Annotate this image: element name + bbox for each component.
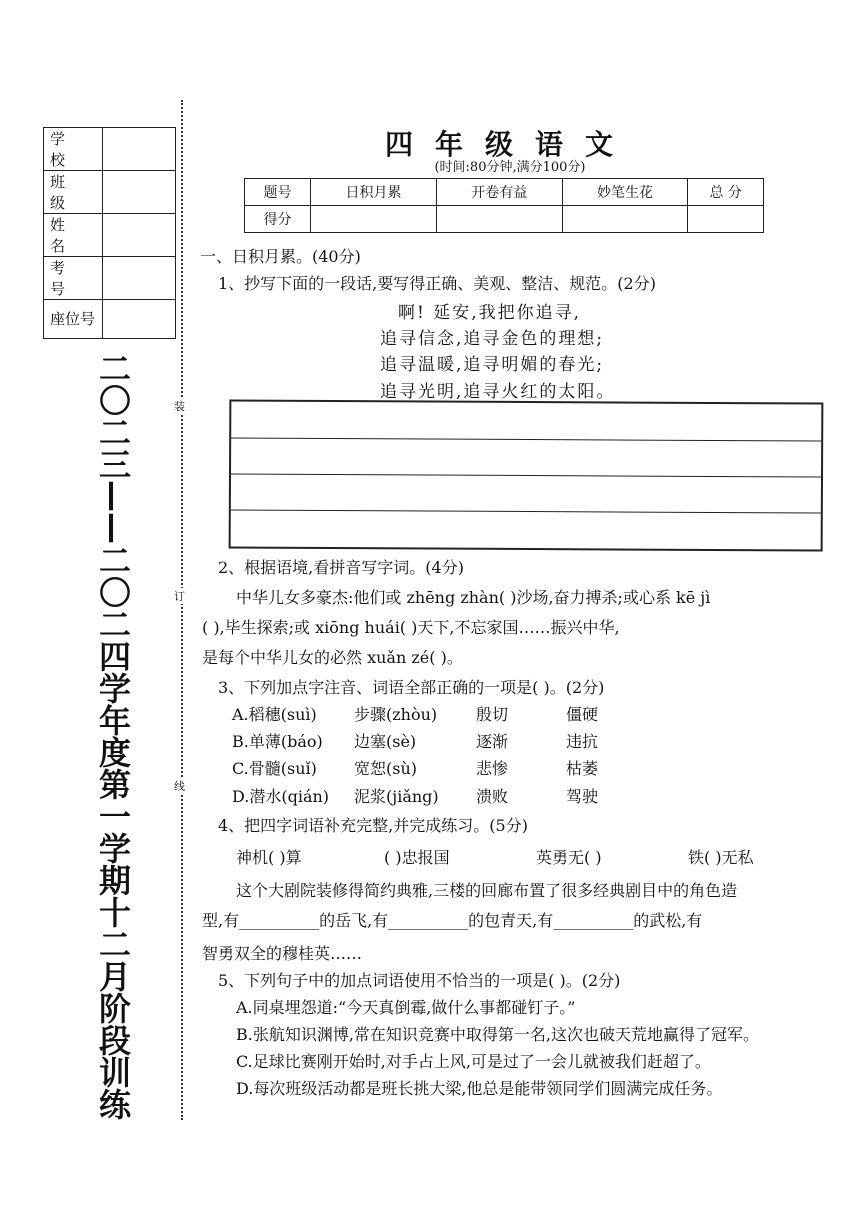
field-school-input[interactable] xyxy=(103,128,176,171)
score-header-item: 总 分 xyxy=(688,179,764,206)
option-word: D.潜水(qián) xyxy=(232,787,330,806)
section-heading: 一、日积月累。(40分) xyxy=(200,247,361,266)
option-word: 泥浆(jiǎng) xyxy=(354,787,439,806)
copy-writing-area[interactable] xyxy=(229,399,824,551)
field-exam-number-input[interactable] xyxy=(103,257,176,300)
question-5-prompt: 5、下列句子中的加点词语使用不恰当的一项是( )。(2分) xyxy=(218,971,621,990)
score-cell[interactable] xyxy=(436,206,562,233)
score-cell[interactable] xyxy=(688,206,764,233)
question-2-line: 是每个中华儿女的必然 xuǎn zé( )。 xyxy=(202,648,463,667)
page-title: 四年级语文 xyxy=(384,128,635,161)
score-row-label: 得分 xyxy=(245,206,311,233)
idiom-blank[interactable]: 铁( )无私 xyxy=(688,848,754,867)
field-class-label: 班 级 xyxy=(44,171,103,214)
question-5-option-c: C.足球比赛刚开始时,对手占上风,可是过了一会儿就被我们赶超了。 xyxy=(236,1052,711,1071)
question-3-option-c xyxy=(232,756,598,779)
field-exam-number-label: 考 号 xyxy=(44,257,103,300)
score-header-item: 日积月累 xyxy=(311,179,437,206)
option-word: B.单薄(báo) xyxy=(232,732,323,751)
question-5-option-b: B.张航知识渊博,常在知识竞赛中取得第一名,这次也破天荒地赢得了冠军。 xyxy=(236,1025,760,1044)
idiom-blank[interactable]: 神机( )算 xyxy=(236,848,302,867)
vertical-exam-title: 二〇二三——二〇二四学年度第一学期十二月阶段训练 xyxy=(94,352,132,1120)
option-word: 悲惨 xyxy=(476,759,509,778)
score-header-item: 题号 xyxy=(245,179,311,206)
option-word: 违抗 xyxy=(566,732,599,751)
poem-line: 追寻信念,追寻金色的理想; xyxy=(380,329,605,349)
poem-line: 追寻光明,追寻火红的太阳。 xyxy=(380,382,616,402)
field-seat-input[interactable] xyxy=(103,300,176,339)
question-3-prompt: 3、下列加点字注音、词语全部正确的一项是( )。(2分) xyxy=(218,678,605,697)
question-1-prompt: 1、抄写下面的一段话,要写得正确、美观、整洁、规范。(2分) xyxy=(218,274,656,293)
score-cell[interactable] xyxy=(311,206,437,233)
option-word: 逐渐 xyxy=(476,732,509,751)
score-header-item: 开卷有益 xyxy=(436,179,562,206)
writing-rule xyxy=(231,437,821,441)
question-4-prompt: 4、把四字词语补充完整,并完成练习。(5分) xyxy=(218,816,528,835)
cut-mark-ding: 订 xyxy=(174,590,185,603)
question-4-paragraph: 型,有__________的岳飞,有__________的包青天,有__________的武松,有 xyxy=(202,911,703,930)
option-word: A.稻穗(suì) xyxy=(232,705,317,724)
option-word: 步骤(zhòu) xyxy=(354,705,438,724)
score-table xyxy=(244,178,764,233)
option-word: 溃败 xyxy=(476,787,509,806)
cut-mark-xian: 线 xyxy=(174,780,185,793)
field-school-label: 学 校 xyxy=(44,128,103,171)
poem-line: 追寻温暖,追寻明媚的春光; xyxy=(380,355,605,375)
poem-line: 啊! 延安,我把你追寻, xyxy=(398,303,582,323)
option-word: 边塞(sè) xyxy=(354,732,417,751)
question-2-line: 中华儿女多豪杰:他们或 zhēng zhàn( )沙场,奋力搏杀;或心系 kē jì xyxy=(236,588,711,607)
writing-rule xyxy=(231,473,821,477)
question-4-idioms xyxy=(236,845,754,868)
field-class-input[interactable] xyxy=(103,171,176,214)
question-5-option-d: D.每次班级活动都是班长挑大梁,他总是能带领同学们圆满完成任务。 xyxy=(236,1079,723,1098)
option-word: 宽恕(sù) xyxy=(354,759,418,778)
field-name-input[interactable] xyxy=(103,214,176,257)
field-seat-label: 座位号 xyxy=(44,300,103,339)
question-4-paragraph: 这个大剧院装修得简约典雅,三楼的回廊布置了很多经典剧目中的角色造 xyxy=(236,881,738,900)
option-word: 僵硬 xyxy=(566,705,599,724)
option-word: 驾驶 xyxy=(566,787,599,806)
cut-mark-zhuang: 装 xyxy=(174,400,185,413)
writing-rule xyxy=(231,509,821,513)
page-subtitle: (时间:80分钟,满分100分) xyxy=(434,160,586,175)
option-word: 枯萎 xyxy=(566,759,599,778)
score-cell[interactable] xyxy=(562,206,688,233)
question-2-line: ( ),毕生探索;或 xiōng huái( )天下,不忘家国……振兴中华, xyxy=(202,618,620,637)
field-name-label: 姓 名 xyxy=(44,214,103,257)
option-word: C.骨髓(suǐ) xyxy=(232,759,317,778)
question-3-option-d xyxy=(232,784,598,807)
idiom-blank[interactable]: ( )忠报国 xyxy=(384,848,450,867)
score-header-item: 妙笔生花 xyxy=(562,179,688,206)
student-info-table xyxy=(43,127,176,339)
question-3-option-a xyxy=(232,702,598,725)
question-3-option-b xyxy=(232,729,598,752)
idiom-blank[interactable]: 英勇无( ) xyxy=(536,848,602,867)
question-4-paragraph: 智勇双全的穆桂英…… xyxy=(202,944,363,963)
option-word: 殷切 xyxy=(476,705,509,724)
cut-line xyxy=(181,100,183,1120)
question-5-option-a: A.同桌埋怨道:“今天真倒霉,做什么事都碰钉子。” xyxy=(236,998,576,1017)
question-2-prompt: 2、根据语境,看拼音写字词。(4分) xyxy=(218,558,464,577)
